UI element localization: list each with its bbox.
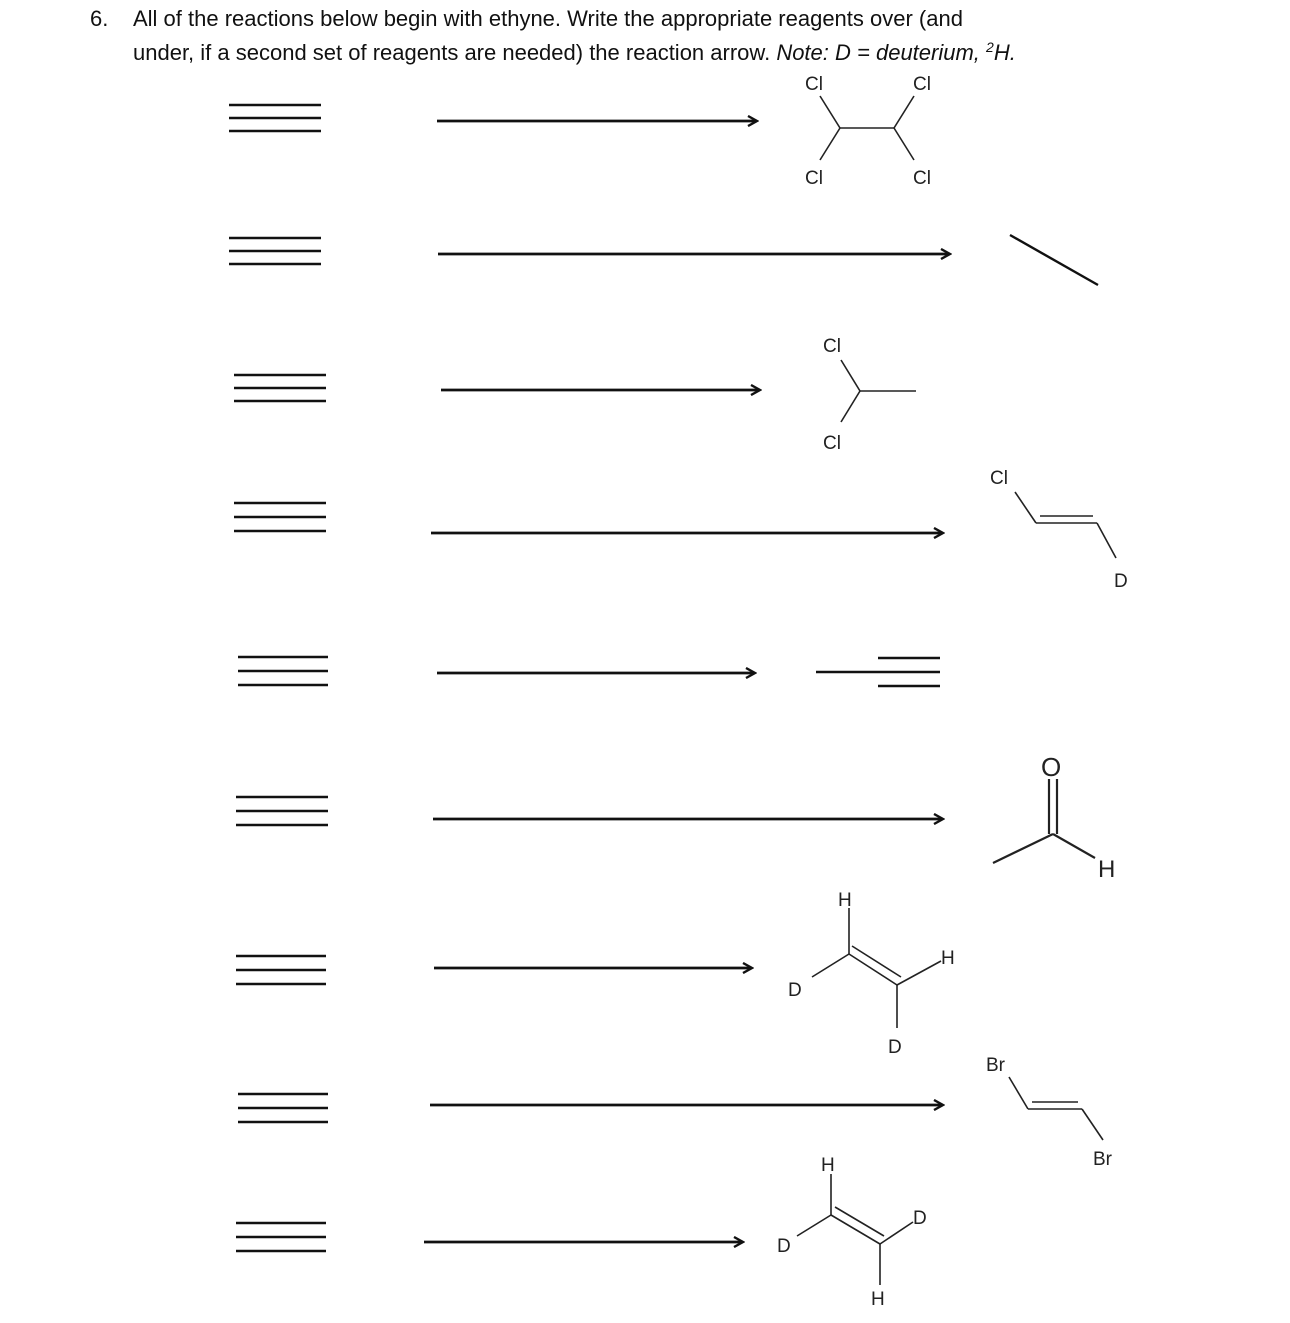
ethyne-triple-bond — [236, 1223, 326, 1251]
ethyne-triple-bond — [234, 503, 326, 531]
reaction-3 — [234, 336, 916, 454]
atom-label: H — [941, 948, 955, 969]
atom-label: H — [1098, 856, 1116, 883]
product-structure — [797, 1174, 913, 1285]
reaction-7 — [236, 890, 955, 1058]
atom-label: D — [913, 1208, 927, 1229]
product-structure — [1015, 492, 1116, 558]
atom-label: Cl — [913, 168, 931, 189]
reaction-2 — [229, 235, 1098, 285]
atom-label: O — [1041, 752, 1062, 782]
question-number: 6. — [90, 6, 109, 31]
atom-label: D — [1114, 571, 1128, 592]
atom-label: D — [777, 1236, 791, 1257]
product-structure — [841, 360, 916, 422]
atom-label: D — [888, 1037, 902, 1058]
note-text: Note: D = deuterium, — [776, 40, 987, 65]
product-structure — [812, 908, 941, 1028]
atom-label: Br — [986, 1055, 1005, 1076]
atom-label: Cl — [990, 468, 1008, 489]
ethyne-triple-bond — [229, 105, 321, 131]
reaction-5 — [238, 657, 940, 686]
ethyne-triple-bond — [229, 238, 321, 264]
atom-label: Cl — [913, 74, 931, 95]
ethyne-triple-bond — [236, 956, 326, 984]
ethyne-triple-bond — [238, 657, 328, 685]
atom-label: Cl — [805, 168, 823, 189]
atom-label: Cl — [823, 336, 841, 357]
reaction-9 — [236, 1155, 927, 1310]
product-structure — [820, 96, 914, 160]
note-superscript: 2 — [986, 39, 994, 55]
note-end: H. — [993, 40, 1016, 65]
ethyne-triple-bond — [236, 797, 328, 825]
atom-label: Br — [1093, 1149, 1112, 1170]
product-structure — [1010, 235, 1098, 285]
atom-label: H — [838, 890, 852, 911]
atom-label: D — [788, 980, 802, 1001]
product-structure — [1009, 1077, 1103, 1140]
question-text-line1: All of the reactions below begin with ethyne. Write the appropriate reagents over (and — [133, 6, 963, 31]
atom-label: H — [821, 1155, 835, 1176]
reaction-4 — [234, 468, 1128, 592]
ethyne-triple-bond — [234, 375, 326, 401]
product-structure — [993, 779, 1095, 863]
reaction-1 — [229, 74, 931, 189]
ethyne-triple-bond — [238, 1094, 328, 1122]
reaction-8 — [238, 1055, 1113, 1170]
question-text-main: under, if a second set of reagents are needed) the reaction arrow. — [133, 40, 771, 65]
reaction-6 — [236, 752, 1115, 883]
atom-label: Cl — [823, 433, 841, 454]
atom-label: Cl — [805, 74, 823, 95]
atom-label: H — [871, 1289, 885, 1310]
product-structure — [816, 658, 940, 686]
